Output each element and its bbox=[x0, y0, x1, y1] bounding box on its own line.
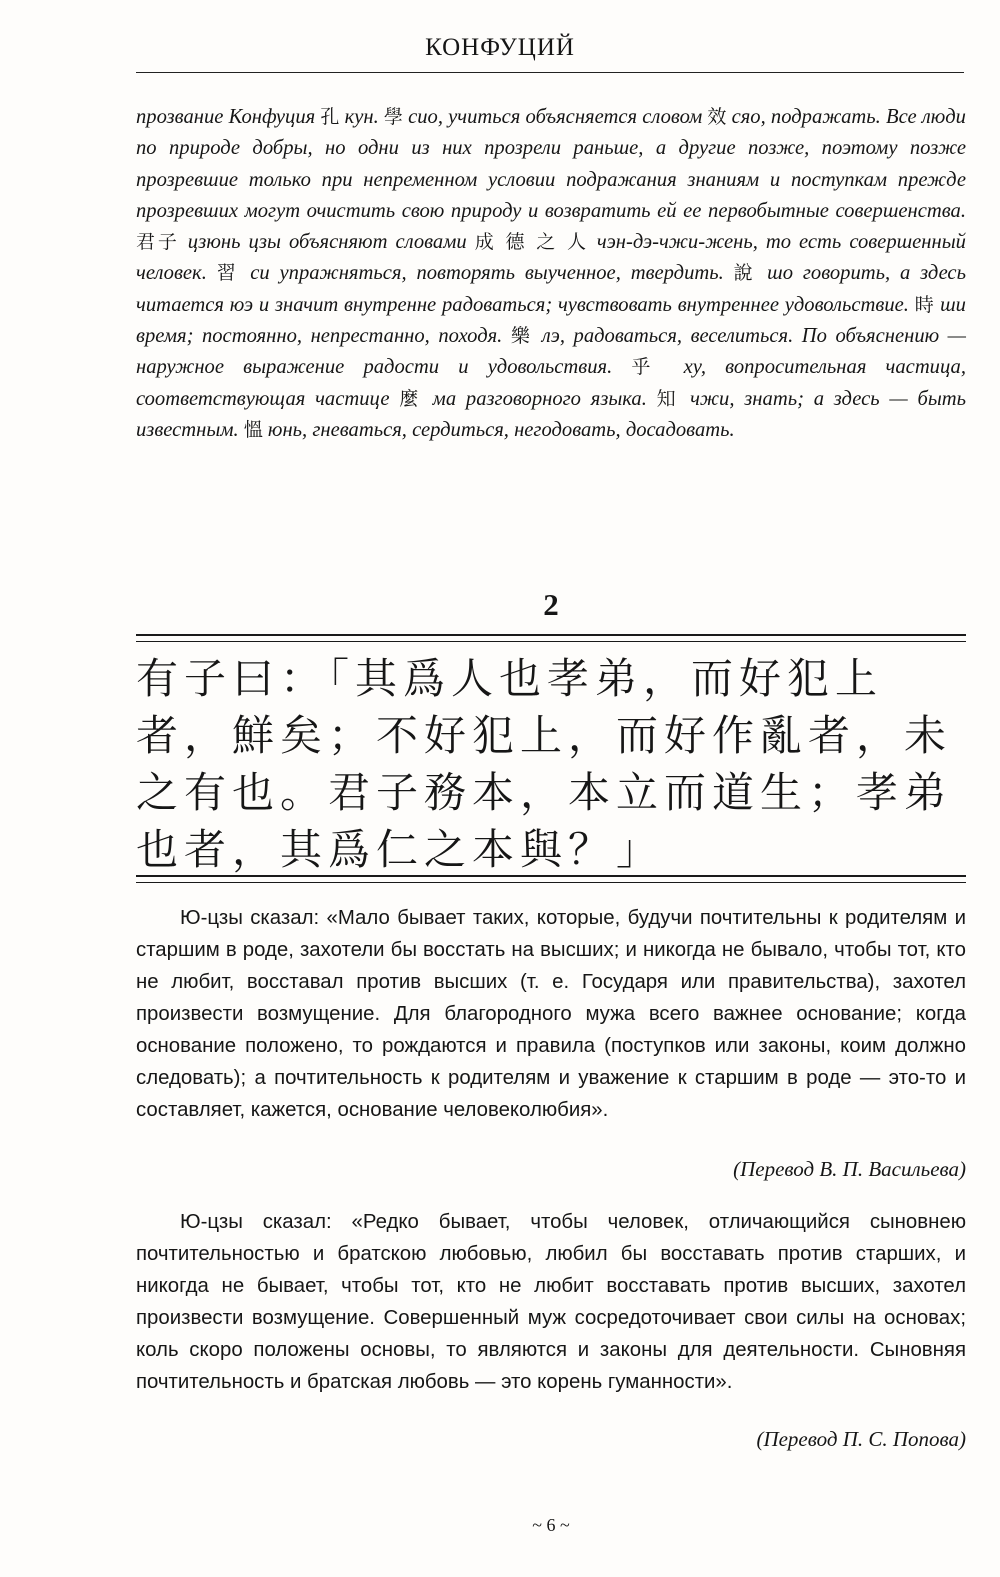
chinese-term: 孔 bbox=[320, 106, 340, 128]
chinese-term: 時 bbox=[914, 293, 935, 316]
running-head: КОНФУЦИЙ bbox=[425, 34, 575, 61]
commentary-text: ху, вопросительная частица, соответствующая частице bbox=[136, 356, 966, 410]
section-rule-top bbox=[136, 634, 966, 642]
commentary-text: ши время; постоянно, непрестанно, походя. bbox=[136, 293, 966, 348]
credit-popov: (Перевод П. С. Попова) bbox=[756, 1427, 966, 1451]
commentary-text: сио, учиться объясняется словом bbox=[402, 106, 708, 128]
commentary-text: ма разговорного языка. bbox=[422, 387, 657, 410]
header-rule bbox=[136, 72, 964, 73]
chinese-term: 學 bbox=[383, 106, 403, 128]
chinese-term: 習 bbox=[216, 262, 241, 285]
chinese-term: 乎 bbox=[631, 356, 665, 379]
translation-vasiliev bbox=[136, 902, 966, 1126]
section-number: 2 bbox=[543, 587, 559, 622]
chinese-term: 知 bbox=[656, 387, 681, 410]
commentary-text: юнь, гневаться, сердиться, негодовать, досадовать. bbox=[262, 418, 735, 441]
commentary-text: кун. bbox=[339, 106, 384, 128]
chinese-original-text: 有子曰：「其爲人也孝弟，而好犯上者，鮮矣；不好犯上，而好作亂者，未之有也。君子務本，本立而道生；孝弟也者，其爲仁之本與？」 bbox=[136, 654, 953, 874]
chinese-term: 君子 bbox=[136, 231, 180, 254]
commentary-paragraph bbox=[136, 102, 966, 446]
commentary-text: сяо, подражать. Все люди по природе добры, но одни из них прозрели раньше, а другие позже, поэтому позже прозревшие только при непременном условии подражания знаниям и поступкам прежде прозревших могут очистить свою природу и возвратить ей ее первобытные совершенства. bbox=[136, 106, 966, 222]
chinese-term: 效 bbox=[707, 106, 727, 128]
commentary-text: шо говорить, а здесь читается юэ и значит внутренне радоваться; чувствовать внутреннее удовольствие. bbox=[136, 262, 966, 316]
chinese-term: 樂 bbox=[510, 325, 534, 348]
chinese-term: 說 bbox=[733, 262, 758, 285]
translation-popov bbox=[136, 1206, 966, 1398]
page-number: ~ 6 ~ bbox=[532, 1515, 570, 1535]
commentary-text: си упражняться, повторять выученное, твердить. bbox=[240, 262, 734, 285]
commentary-text: прозвание Конфуция bbox=[136, 106, 321, 128]
translation-vasiliev-text: Ю-цзы сказал: «Мало бывает таких, которые, будучи почтительны к родителям и старшим в роде, захотели бы восстать на высших; и никогда не бывало, чтобы тот, кто не любит, восставал против высших (т. е. Государя или правительства), захотел произвести возмущение. Для благородного мужа всего важнее основание; когда основание положено, то рождаются и правила (поступков или законы, коим должно следовать); а почтительность к родителям и уважение к старшим в роде — это-то и составляет, кажется, основание человеколюбия». bbox=[136, 907, 966, 1121]
chinese-term: 麼 bbox=[399, 387, 423, 410]
commentary-text: лэ, радоваться, веселиться. По объяснению — наружное выражение радости и удовольствия. bbox=[136, 325, 966, 379]
commentary-text: чжи, знать; а здесь — быть известным. bbox=[136, 387, 967, 441]
chinese-term: 成 德 之 人 bbox=[474, 231, 589, 254]
commentary-text: чэн-дэ-чжи-жень, то есть совершенный человек. bbox=[136, 231, 966, 285]
translation-popov-text: Ю-цзы сказал: «Редко бывает, чтобы человек, отличающийся сыновнею почтительностью и братскою любовью, любил бы восставать против старших, и никогда не бывает, чтобы тот, кто не любит восставать против высших, захотел произвести возмущение. Совершенный муж сосредоточивает свои силы на основах; коль скоро положены основы, то являются и законы для деятельности. Сыновняя почтительность и братская любовь — это корень гуманности». bbox=[136, 1211, 966, 1393]
commentary-text: цзюнь цзы объясняют словами bbox=[179, 231, 475, 254]
chinese-term: 慍 bbox=[243, 418, 263, 441]
credit-vasiliev: (Перевод В. П. Васильева) bbox=[733, 1157, 966, 1181]
section-rule-bottom bbox=[136, 875, 966, 883]
